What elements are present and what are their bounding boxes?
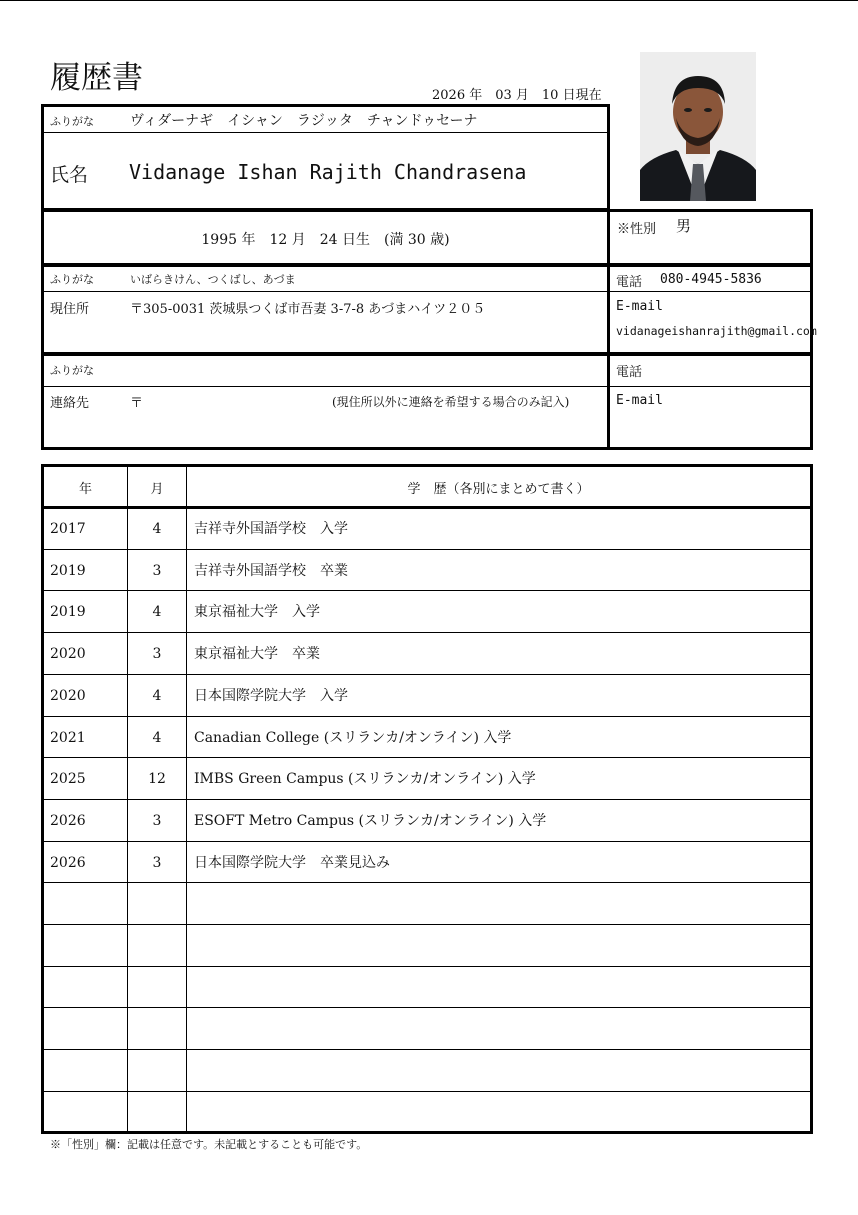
- row-month: 12: [148, 771, 166, 788]
- row-month: [128, 1050, 186, 1092]
- row-divider: [41, 1091, 813, 1092]
- table-row: [42, 1092, 812, 1134]
- row-divider: [41, 841, 813, 842]
- row-year: 2019: [50, 604, 86, 621]
- table-row: [42, 842, 812, 884]
- contact-label: 連絡先: [50, 396, 90, 411]
- row-year: 2026: [50, 812, 86, 829]
- row-month: [128, 967, 186, 1009]
- gender-value: 男: [676, 217, 692, 235]
- row-month: 3: [152, 562, 162, 579]
- name-furigana-label: ふりがな: [50, 115, 94, 128]
- table-row: [42, 550, 812, 592]
- phone-label: 電話: [616, 275, 643, 290]
- col-header-year: 年: [78, 482, 92, 497]
- row-month: 4: [152, 729, 162, 746]
- divider: [607, 264, 610, 355]
- row-month: 3: [152, 812, 162, 829]
- row-month: [128, 883, 186, 925]
- row-month: [128, 925, 186, 967]
- row-divider: [41, 799, 813, 800]
- table-row: [42, 675, 812, 717]
- row-divider: [41, 549, 813, 550]
- row-divider: [41, 924, 813, 925]
- document-date: 2026 年 03 月 10 日現在: [432, 88, 602, 103]
- divider: [41, 386, 813, 387]
- divider: [607, 209, 610, 266]
- row-divider: [41, 966, 813, 967]
- row-year: 2020: [50, 646, 86, 663]
- row-year: 2026: [50, 854, 86, 871]
- row-year: 2017: [50, 521, 86, 537]
- col-header-month: 月: [150, 482, 164, 497]
- row-history: 吉祥寺外国語学校 卒業: [194, 562, 348, 579]
- email-value: vidanageishanrajith@gmail.com: [616, 324, 817, 338]
- row-year: 2021: [50, 729, 86, 746]
- row-history: Canadian College (スリランカ/オンライン) 入学: [194, 729, 512, 746]
- table-row: [42, 1008, 812, 1050]
- row-history: 日本国際学院大学 卒業見込み: [194, 854, 390, 871]
- portrait-photo: [640, 52, 756, 201]
- portrait-illustration: [640, 52, 756, 201]
- row-history: 吉祥寺外国語学校 入学: [194, 521, 348, 537]
- address-furigana: いばらきけん、つくばし、あづま: [130, 273, 296, 286]
- name-furigana: ヴィダーナギ イシャン ラジッタ チャンドゥセーナ: [130, 113, 478, 129]
- table-row: [42, 758, 812, 800]
- birth-date: 1995 年 12 月 24 日生 (満 30 歳): [201, 232, 450, 248]
- table-row: [42, 591, 812, 633]
- table-row: [42, 1050, 812, 1092]
- name-label: 氏名: [50, 164, 89, 186]
- row-history: 東京福祉大学 入学: [194, 604, 320, 621]
- col-header-history: 学 歴（各別にまとめて書く）: [407, 482, 590, 497]
- address-furigana-label: ふりがな: [50, 273, 94, 286]
- document-title: 履歴書: [50, 60, 143, 96]
- row-history: 東京福祉大学 卒業: [194, 646, 320, 663]
- row-divider: [41, 590, 813, 591]
- row-year: 2025: [50, 771, 86, 788]
- contact-phone-label: 電話: [616, 365, 643, 380]
- contact-postal-mark: 〒: [130, 396, 144, 411]
- row-month: [128, 1008, 186, 1050]
- phone-value: 080-4945-5836: [660, 272, 762, 287]
- row-divider: [41, 716, 813, 717]
- divider: [41, 132, 610, 133]
- row-divider: [41, 757, 813, 758]
- row-divider: [41, 1049, 813, 1050]
- row-month: 4: [152, 604, 162, 621]
- divider: [41, 291, 813, 292]
- table-row: [42, 925, 812, 967]
- row-month: 3: [152, 854, 162, 871]
- table-row: [42, 508, 812, 550]
- divider: [607, 353, 610, 450]
- address-label: 現住所: [50, 302, 90, 317]
- contact-email-label: E-mail: [616, 393, 663, 408]
- email-label: E-mail: [616, 299, 663, 314]
- row-divider: [41, 882, 813, 883]
- row-history: IMBS Green Campus (スリランカ/オンライン) 入学: [194, 771, 536, 788]
- row-month: 4: [152, 687, 162, 704]
- full-name: Vidanage Ishan Rajith Chandrasena: [129, 160, 527, 184]
- row-month: 3: [152, 646, 162, 663]
- row-year: 2020: [50, 687, 86, 704]
- table-row: [42, 633, 812, 675]
- page-top-border: [0, 0, 858, 1]
- footer-note: ※「性別」欄：記載は任意です。未記載とすることも可能です。: [50, 1138, 368, 1151]
- row-divider: [41, 1007, 813, 1008]
- table-row: [42, 967, 812, 1009]
- row-history: ESOFT Metro Campus (スリランカ/オンライン) 入学: [194, 812, 547, 829]
- row-year: 2019: [50, 562, 86, 579]
- row-month: 4: [152, 521, 162, 537]
- contact-furigana-label: ふりがな: [50, 364, 94, 377]
- table-row: [42, 883, 812, 925]
- row-divider: [41, 674, 813, 675]
- row-history: 日本国際学院大学 入学: [194, 687, 348, 704]
- contact-note: (現住所以外に連絡を希望する場合のみ記入): [332, 395, 570, 409]
- gender-label: ※性別: [617, 222, 657, 237]
- row-month: [128, 1092, 186, 1134]
- table-row: [42, 800, 812, 842]
- row-divider: [41, 632, 813, 633]
- table-row: [42, 717, 812, 759]
- address-value: 〒305-0031 茨城県つくば市吾妻 3-7-8 あづまハイツ２０５: [130, 302, 486, 317]
